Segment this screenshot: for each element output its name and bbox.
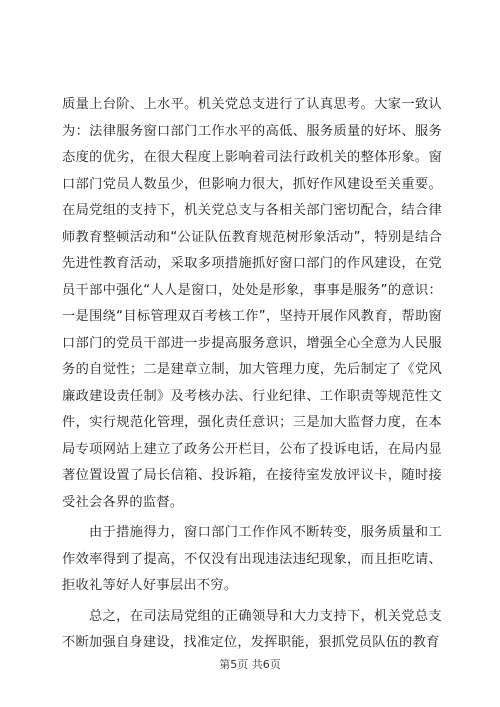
document-body	[62, 92, 442, 657]
paragraph-2: 由于措施得力，窗口部门工作作风不断转变，服务质量和工作效率得到了提高，不仅没有出现违法违纪现象，而且拒吃请、拒收礼等好人好事层出不穷。	[62, 525, 442, 593]
page-number-label: 第5页 共6页	[219, 658, 281, 671]
page-footer	[0, 656, 500, 672]
paragraph-1: 质量上台阶、上水平。机关党总支进行了认真思考。大家一致认为：法律服务窗口部门工作水平的高低、服务质量的好坏、服务态度的优劣，在很大程度上影响着司法行政机关的整体形象。窗口部门党员人数虽少，但影响力很大，抓好作风建设至关重要。在局党组的支持下，机关党总支与各相关部门密切配合，结合律师教育整顿活动和“公证队伍教育规范树形象活动”，特别是结合先进性教育活动，采取多项措施抓好窗口部门的作风建设，在党员干部中强化“人人是窗口，处处是形象，事事是服务”的意识：一是围绕“目标管理双百考核工作”，坚持开展作风教育，帮助窗口部门的党员干部进一步提高服务意识，增强全心全意为人民服务的自觉性；二是建章立制，加大管理力度，先后制定了《党风廉政建设责任制》及考核办法、行业纪律、工作职责等规范性文件，实行规范化管理，强化责任意识；三是加大监督力度，在本局专项网站上建立了政务公开栏目，公布了投诉电话，在局内显著位置设置了局长信箱、投诉箱，在接待室发放评议卡，随时接受社会各界的监督。	[62, 97, 442, 510]
paragraph-3: 总之，在司法局党组的正确领导和大力支持下，机关党总支不断加强自身建设，找准定位，发挥职能，狠抓党员队伍的教育	[62, 608, 442, 650]
